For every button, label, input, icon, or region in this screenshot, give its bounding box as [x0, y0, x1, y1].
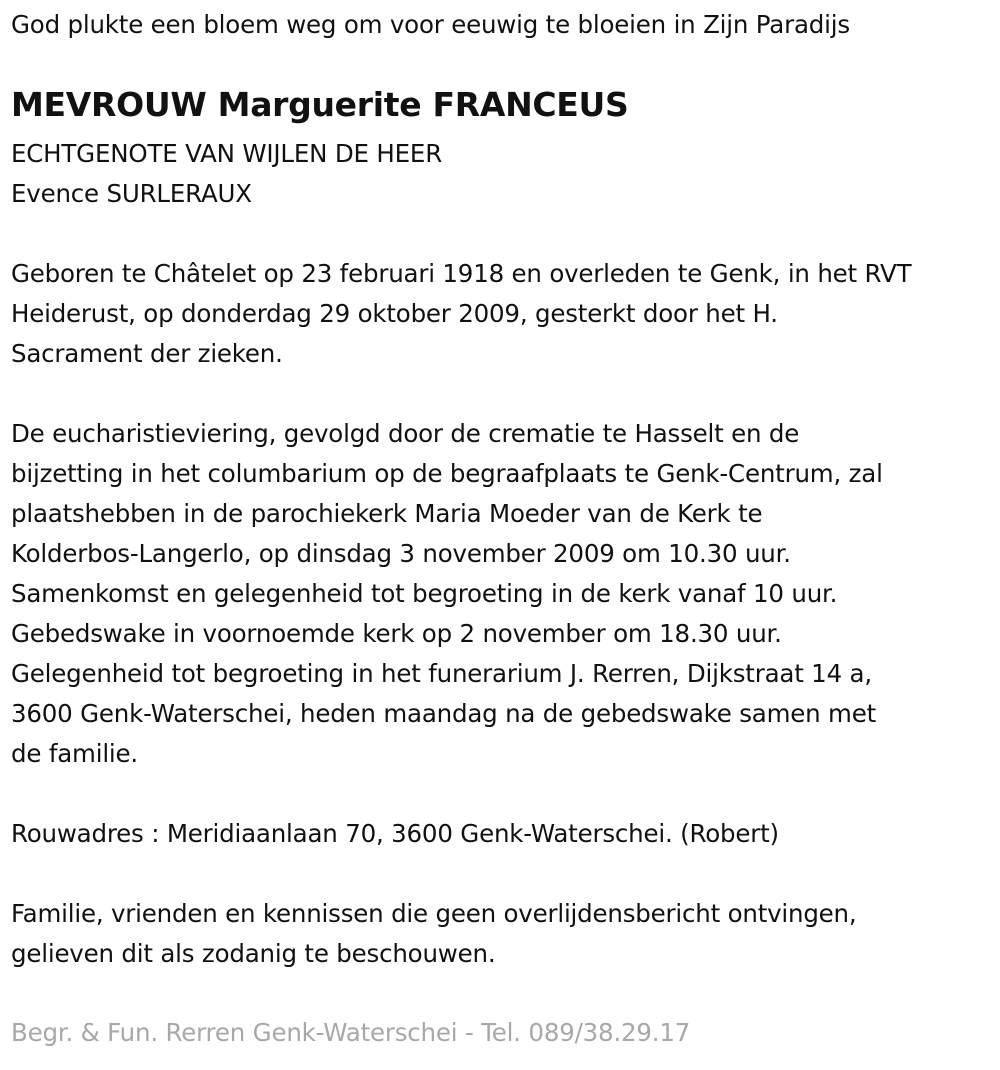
- motto: God plukte een bloem weg om voor eeuwig te bloeien in Zijn Paradijs: [11, 10, 850, 39]
- paragraph-line: bijzetting in het columbarium op de begraafplaats te Genk-Centrum, zal: [11, 459, 883, 488]
- funeral-home-footer: Begr. & Fun. Rerren Genk-Waterschei - Tel. 089/38.29.17: [11, 1018, 691, 1047]
- paragraph-line: Sacrament der zieken.: [11, 339, 283, 368]
- relation-line-2: Evence SURLERAUX: [11, 179, 252, 208]
- paragraph-line: Gelegenheid tot begroeting in het funerarium J. Rerren, Dijkstraat 14 a,: [11, 659, 872, 688]
- deceased-name: MEVROUW Marguerite FRANCEUS: [11, 85, 629, 124]
- paragraph-line: Samenkomst en gelegenheid tot begroeting in de kerk vanaf 10 uur.: [11, 579, 838, 608]
- paragraph-line: 3600 Genk-Waterschei, heden maandag na de gebedswake samen met: [11, 699, 876, 728]
- paragraph-line: Heiderust, op donderdag 29 oktober 2009, gesterkt door het H.: [11, 299, 778, 328]
- paragraph-line: de familie.: [11, 739, 138, 768]
- paragraph-line: Geboren te Châtelet op 23 februari 1918 en overleden te Genk, in het RVT: [11, 259, 912, 288]
- paragraph-line: De eucharistieviering, gevolgd door de crematie te Hasselt en de: [11, 419, 800, 448]
- paragraph-line: Kolderbos-Langerlo, op dinsdag 3 november 2009 om 10.30 uur.: [11, 539, 791, 568]
- paragraph-line: Familie, vrienden en kennissen die geen overlijdensbericht ontvingen,: [11, 899, 857, 928]
- relation-line-1: ECHTGENOTE VAN WIJLEN DE HEER: [11, 139, 443, 168]
- paragraph-line: gelieven dit als zodanig te beschouwen.: [11, 939, 496, 968]
- paragraph-line: plaatshebben in de parochiekerk Maria Moeder van de Kerk te: [11, 499, 763, 528]
- mourning-address: Rouwadres : Meridiaanlaan 70, 3600 Genk-Waterschei. (Robert): [11, 819, 779, 848]
- paragraph-line: Gebedswake in voornoemde kerk op 2 november om 18.30 uur.: [11, 619, 782, 648]
